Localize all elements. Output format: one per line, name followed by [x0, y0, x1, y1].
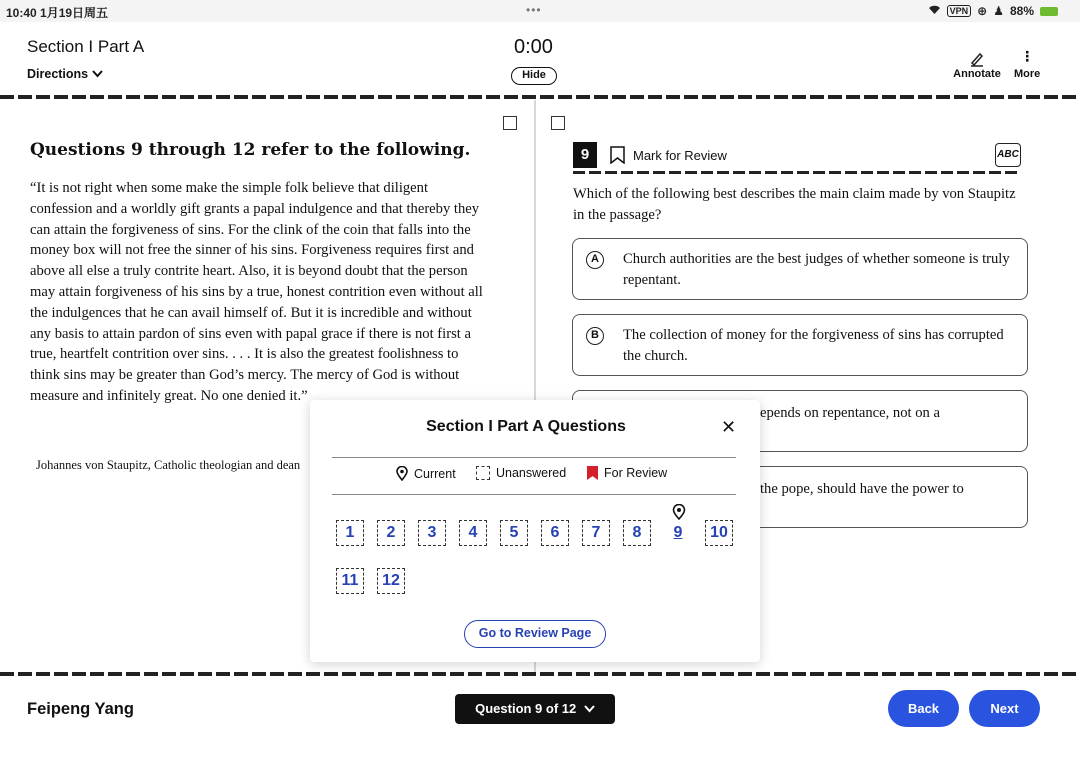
choice-text: epends on repentance, not on a: [760, 405, 940, 421]
choice-text: The collection of money for the forgiveness of sins has corrupted the church.: [623, 327, 1004, 364]
status-time: 10:40 1月19日周五: [6, 6, 109, 20]
eliminate-choices-button[interactable]: ABC: [995, 143, 1021, 167]
question-button-10[interactable]: 10: [705, 520, 733, 546]
battery-percent: 88%: [1009, 4, 1034, 18]
choice-b[interactable]: [572, 314, 1028, 376]
close-icon[interactable]: ✕: [721, 417, 737, 437]
mark-for-review[interactable]: Mark for Review: [633, 148, 727, 163]
pencil-icon: [953, 48, 1001, 68]
questions-popup: [310, 400, 760, 662]
directions-button[interactable]: [27, 67, 103, 81]
question-button-12[interactable]: 12: [377, 568, 405, 594]
battery-icon: [1040, 7, 1058, 16]
question-button-1[interactable]: 1: [336, 520, 364, 546]
choice-letter: B: [586, 327, 604, 345]
annotate-button[interactable]: [953, 48, 1001, 80]
question-stem: Which of the following best describes the main claim made by von Staupitz in the passage?: [573, 186, 1016, 223]
question-number: 9: [573, 142, 597, 168]
unanswered-box-icon: [476, 466, 490, 480]
question-button-2[interactable]: 2: [377, 520, 405, 546]
question-button-11[interactable]: 11: [336, 568, 364, 594]
annotate-label: Annotate: [953, 68, 1001, 80]
review-flag-icon: [587, 466, 598, 480]
question-button-3[interactable]: 3: [418, 520, 446, 546]
status-right: [928, 4, 1058, 18]
expand-question-icon[interactable]: [551, 116, 565, 130]
back-button[interactable]: Back: [888, 690, 959, 727]
legend-unanswered: [476, 466, 566, 480]
vpn-badge: VPN: [947, 5, 972, 17]
status-dots: •••: [526, 3, 542, 17]
legend-current-label: Current: [414, 466, 456, 481]
hide-timer-button[interactable]: Hide: [511, 67, 557, 85]
popup-title: Section I Part A Questions: [426, 418, 626, 435]
legend-unanswered-label: Unanswered: [496, 466, 567, 480]
passage-attribution: Johannes von Staupitz, Catholic theologian and dean: [36, 458, 301, 472]
expand-passage-icon[interactable]: [503, 116, 517, 130]
header-divider: [0, 95, 1080, 99]
alarm-icon: ⊕: [977, 4, 988, 18]
legend-review-label: For Review: [604, 466, 668, 480]
status-bar: [0, 0, 1080, 22]
go-to-review-button[interactable]: Go to Review Page: [464, 620, 606, 648]
location-pin-icon: [396, 466, 408, 481]
question-divider: [573, 171, 1021, 174]
question-button-9[interactable]: 9: [664, 520, 692, 546]
more-vertical-icon: ⋮: [1020, 48, 1035, 64]
person-icon: ♟: [993, 4, 1004, 18]
choice-text: Church authorities are the best judges of whether someone is truly repentant.: [623, 251, 1010, 288]
question-button-5[interactable]: 5: [500, 520, 528, 546]
question-button-8[interactable]: 8: [623, 520, 651, 546]
current-location-pin-icon: [672, 504, 686, 520]
popup-divider: [332, 457, 736, 458]
more-button[interactable]: [1014, 48, 1040, 80]
student-name: Feipeng Yang: [27, 700, 134, 718]
question-button-7[interactable]: 7: [582, 520, 610, 546]
more-label: More: [1014, 68, 1041, 80]
question-nav-button[interactable]: [455, 694, 615, 724]
chevron-down-icon: [92, 70, 103, 78]
question-nav-label: Question 9 of 12: [475, 701, 577, 716]
section-title: Section I Part A: [27, 37, 145, 56]
next-button[interactable]: Next: [969, 690, 1040, 727]
question-button-4[interactable]: 4: [459, 520, 487, 546]
choice-letter: A: [586, 251, 604, 269]
legend-review: [587, 466, 667, 480]
wifi-icon: [928, 4, 941, 18]
popup-divider: [332, 494, 736, 495]
chevron-down-icon: [584, 705, 595, 713]
header: [0, 22, 1080, 95]
choice-text: the pope, should have the power to: [760, 481, 964, 497]
bookmark-icon[interactable]: [610, 146, 625, 164]
passage-text: “It is not right when some make the simple folk believe that diligent confession and a worldly gift grants a papal indulgence and that thereby they can attain the forgiveness of sins. For the clink of the coin that falls into the money box will not free the sinner of his sins. Forgiveness requires first and above all else a truly contrite heart. Also, it is beyond doubt that the person may attain forgiveness of his sins by a true, honest contrition even without all the indulgences that he can avail himself of. But it is incredible and without any basis to attain pardon of sins even with papal grace if there is not first a true, heartfelt contrition over sins. . . . It is also the greatest foolishness to think sins may be greater than God’s mercy. The mercy of God is without measure and infinitely great. No one denied it.”: [30, 180, 483, 404]
passage-heading: Questions 9 through 12 refer to the following.: [30, 140, 471, 160]
footer-divider: [0, 672, 1080, 676]
timer: 0:00: [514, 36, 553, 58]
legend-current: [396, 466, 456, 481]
choice-a[interactable]: [572, 238, 1028, 300]
directions-label: Directions: [27, 67, 89, 81]
question-button-6[interactable]: 6: [541, 520, 569, 546]
